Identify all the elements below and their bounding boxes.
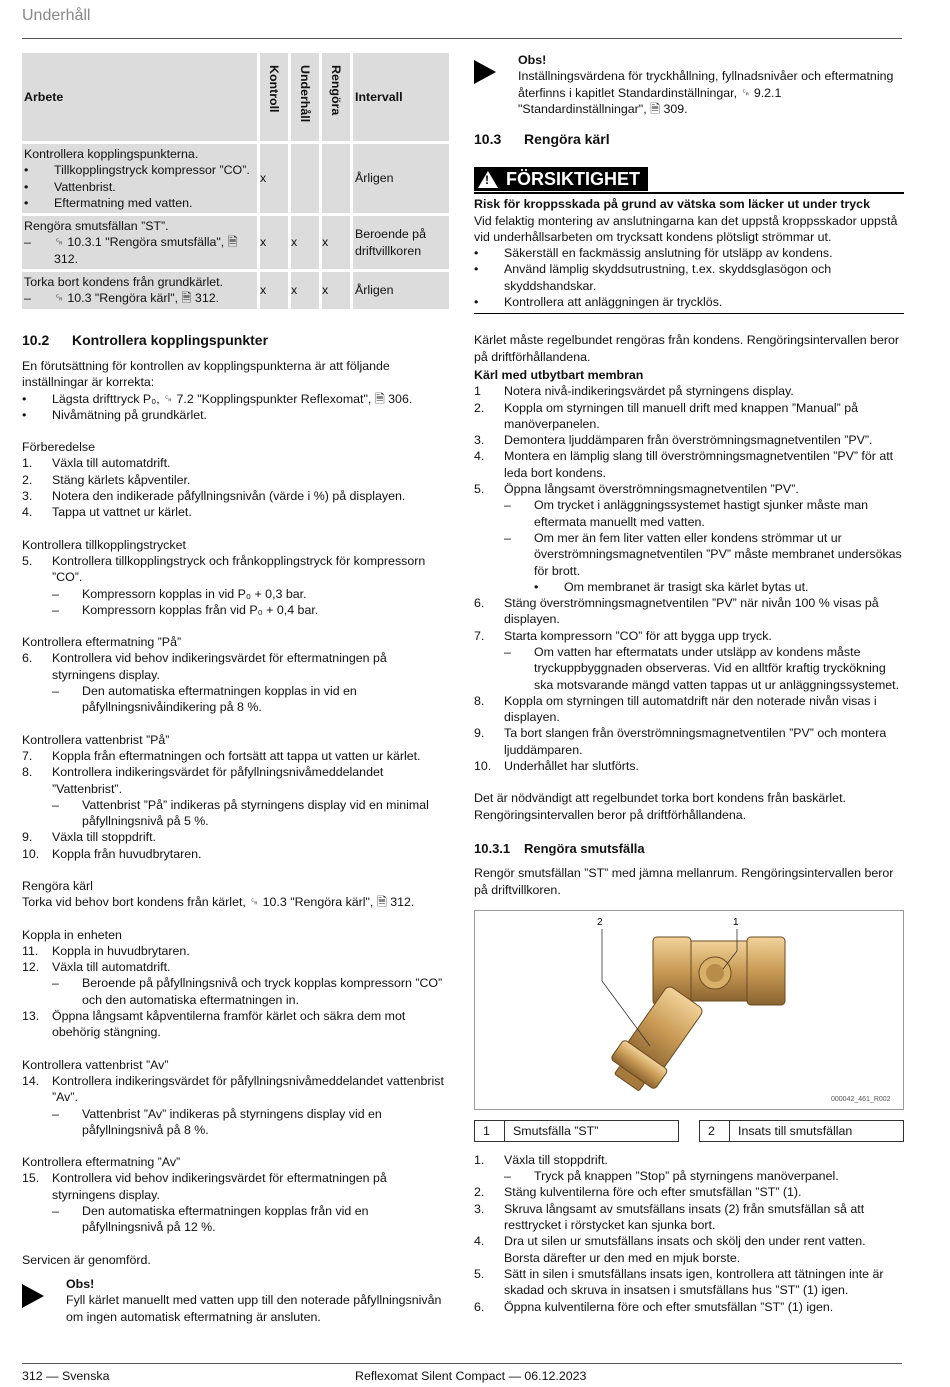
list-item: 6. Stäng överströmningsmagnetventilen ”PV” när nivån 100 % visas på displayen. <box>474 596 879 627</box>
list-item: – Om trycket i anläggningssystemet hastigt sjunker måste man eftermata manuellt med vatten. <box>504 498 868 529</box>
list-item: 4. Montera en lämplig slang till överströmningsmagnetventilen ”PV” för att leda bort kondens. <box>474 449 894 480</box>
list-item: 4. Dra ut silen ur smutsfällans insats och skölj den under rent vatten. Borsta därefter ur den med en mjuk borste. <box>474 1234 866 1265</box>
list-item: 9. Växla till stoppdrift. <box>22 830 156 845</box>
document-title: Reflexomat Silent Compact — 06.12.2023 <box>355 1369 587 1383</box>
page-number: 312 — Svenska <box>22 1369 110 1383</box>
list-item: • Nivåmätning på grundkärlet. <box>22 407 207 422</box>
list-item: 5. Öppna långsamt överströmningsmagnetventilen ”PV”. <box>474 482 799 497</box>
note-text: Fyll kärlet manuellt med vatten upp till den noterade påfyllningsnivån om ingen automatisk eftermatning är ansluten. <box>66 1293 442 1324</box>
table-row <box>22 216 449 269</box>
fig-code: 000042_461_R002 <box>831 1095 891 1103</box>
list-item: 15. Kontrollera vid behov indikeringsvärdet för eftermatningen på styrningens display. <box>22 1171 387 1202</box>
interval-cell: Årligen <box>353 144 449 213</box>
table-header-row <box>22 53 449 141</box>
list-item: 5. Kontrollera tillkopplingstryck och frånkopplingstryck för kompressorn ”CO”. <box>22 553 426 585</box>
list-item: 4. Tappa ut vattnet ur kärlet. <box>22 505 192 520</box>
list-item: 7. Koppla från eftermatningen och fortsätt att tappa ut vatten ur kärlet. <box>22 748 421 763</box>
list-item: 12. Växla till automatdrift. <box>22 960 171 975</box>
list-item: • Kontrollera att anläggningen är trycklös. <box>474 295 723 310</box>
left-column <box>22 50 452 1325</box>
strainer-illustration <box>475 911 903 1109</box>
paragraph: En förutsättning för kontrollen av kopplingspunkterna är att följande inställningar är korrekta: <box>22 358 390 390</box>
col-header-clean: Rengöra <box>322 53 350 141</box>
maintenance-table <box>19 50 452 312</box>
note-box <box>474 52 904 117</box>
work-cell: Kontrollera kopplingspunkterna. • Tillkopplingstryck kompressor ”CO”. • Vattenbrist. • Eftermatning med vatten. <box>22 144 257 213</box>
list-item: 14. Kontrollera indikeringsvärdet för påfyllningsnivåmeddelandet vattenbrist ”Av”. <box>22 1073 444 1105</box>
list-item: • Om membranet är trasigt ska kärlet bytas ut. <box>534 579 809 594</box>
clean-cell <box>322 144 350 213</box>
strainer-figure <box>474 910 904 1110</box>
clean-cell: x <box>322 216 350 269</box>
list-item: 3. Demontera ljuddämparen från överströmningsmagnetventilen ”PV”. <box>474 433 873 448</box>
check-cell: x <box>260 272 288 309</box>
running-header: Underhåll <box>22 7 91 24</box>
list-item: – Om mer än fem liter vatten eller kondens strömmar ut ur överströmningsmagnetventilen ”PV” måste membranet undersökas för brott. <box>504 530 902 578</box>
caution-heading: Risk för kroppsskada på grund av vätska som läcker ut under tryck <box>474 197 870 212</box>
list-item: 2. Stäng kulventilerna före och efter smutsfällan ”ST” (1). <box>474 1185 802 1200</box>
paragraph: Det är nödvändigt att regelbundet torka bort kondens från baskärlet. Rengöringsintervallen beror på driftförhållandena. <box>474 791 846 822</box>
list-item: 6. Kontrollera vid behov indikeringsvärdet för eftermatningen på styrningens display. <box>22 651 387 682</box>
subheading: Rengöra kärl <box>22 878 93 893</box>
paragraph: Torka vid behov bort kondens från kärlet, ␍ 10.3 "Rengöra kärl", 🗎 312. <box>22 895 415 910</box>
maint-cell: x <box>291 216 319 269</box>
subheading: Kontrollera vattenbrist ”Av” <box>22 1057 169 1072</box>
list-item: 3. Skruva långsamt av smutsfällans insats (2) från smutsfällan så att resttrycket i rörstycket kan sjunka bort. <box>474 1201 865 1233</box>
caution-badge: ! FÖRSIKTIGHET <box>474 167 648 191</box>
note-box <box>22 1276 452 1325</box>
subheading: Kontrollera vattenbrist ”På” <box>22 732 170 747</box>
subheading: Koppla in enheten <box>22 927 122 942</box>
note-arrow-icon <box>474 52 518 117</box>
paragraph: Rengör smutsfällan ”ST” med jämna mellanrum. Rengöringsintervallen beror på driftvillkoren. <box>474 866 894 897</box>
right-nut <box>747 937 785 1005</box>
list-item: 1 Notera nivå-indikeringsvärdet på styrningens display. <box>474 384 794 399</box>
note-arrow-icon <box>22 1276 66 1325</box>
list-item: – Kompressorn kopplas från vid P₀ + 0,4 bar. <box>52 602 319 617</box>
subheading: Förberedelse <box>22 440 96 455</box>
list-item: 1. Växla till stoppdrift. <box>474 1152 608 1167</box>
list-item: – Kompressorn kopplas in vid P₀ + 0,3 bar. <box>52 586 307 601</box>
list-item: – Beroende på påfyllningsnivå och tryck kopplas kompressorn ”CO” och den automatiska eftermatningen in. <box>52 976 443 1007</box>
list-item: 5. Sätt in silen i smutsfällans insats igen, kontrollera att tätningen inte är skadad och skruva in insatsen i smutsfällans hus ”ST” (1) igen. <box>474 1266 884 1298</box>
list-item: 2. Koppla om styrningen till manuell drift med knappen ”Manual” på manöverpanelen. <box>474 400 859 431</box>
fig-label-2: 2 <box>597 916 603 928</box>
subheading: Kontrollera tillkopplingstrycket <box>22 537 186 552</box>
list-item: 2. Stäng kärlets kåpventiler. <box>22 472 191 487</box>
check-cell: x <box>260 144 288 213</box>
col-header-check: Kontroll <box>260 53 288 141</box>
paragraph: Servicen är genomförd. <box>22 1252 151 1267</box>
list-item: 10. Underhållet har slutförts. <box>474 759 639 774</box>
list-item: 8. Kontrollera indikeringsvärdet för påfyllningsnivåmeddelandet ”Vattenbrist”. <box>22 765 384 796</box>
note-heading: Obs! <box>66 1276 95 1291</box>
list-item: – Tryck på knappen ”Stop” på styrningens manöverpanel. <box>504 1169 839 1184</box>
work-cell: Rengöra smutsfällan ”ST”. – ␍ 10.3.1 "Rengöra smutsfälla", 🗎 312. <box>22 216 257 269</box>
note-heading: Obs! <box>518 53 547 67</box>
list-item: • Använd lämplig skyddsutrustning, t.ex. skyddsglasögon och skyddshandskar. <box>474 262 832 293</box>
subheading: Kontrollera eftermatning ”Av” <box>22 1155 181 1170</box>
list-item: – Den automatiska eftermatningen kopplas in vid en påfyllningsnivåindikering på 8 %. <box>52 684 357 715</box>
list-item: 6. Öppna kulventilerna före och efter smutsfällan ”ST” (1) igen. <box>474 1299 834 1314</box>
footer-rule <box>22 1363 902 1364</box>
paragraph: Kärlet måste regelbundet rengöras från kondens. Rengöringsintervallen beror på driftförhållandena. <box>474 333 899 364</box>
clean-cell: x <box>322 272 350 309</box>
list-item: – Vattenbrist ”Av” indikeras på styrningens display vid en påfyllningsnivå på 8 %. <box>52 1106 382 1137</box>
list-item: 7. Starta kompressorn ”CO” för att bygga upp tryck. <box>474 628 772 643</box>
note-text: Inställningsvärdena för tryckhållning, fyllnadsnivåer och eftermatning återfinns i kapitlet Standardinställningar, ␍ 9.2.1 "Standardinställningar", 🗎 309. <box>518 69 894 116</box>
table-row <box>22 144 449 213</box>
list-item: – Den automatiska eftermatningen kopplas från vid en påfyllningsnivå på 12 %. <box>52 1204 369 1235</box>
right-column <box>474 50 904 1315</box>
list-item: – Om vatten har eftermatats under utsläpp av kondens måste tryckuppbyggnaden observeras. Vid en alltför kraftig tryckökning ska motsvarande mängd vatten tappas ut ur anläggningssystemet. <box>504 645 900 692</box>
fig-label-1: 1 <box>733 916 739 928</box>
maint-cell <box>291 144 319 213</box>
figure-legend <box>474 1120 904 1142</box>
subheading: Kärl med utbytbart membran <box>474 367 644 382</box>
list-item: 9. Ta bort slangen från överströmningsmagnetventilen ”PV” och montera ljuddämparen. <box>474 726 887 757</box>
list-item: 10. Koppla från huvudbrytaren. <box>22 846 202 861</box>
legend-item: 2 Insats till smutsfällan <box>699 1120 904 1142</box>
col-header-interval: Intervall <box>353 53 449 141</box>
legend-item: 1 Smutsfälla ”ST” <box>474 1120 679 1142</box>
header-rule <box>22 38 902 39</box>
interval-cell: Årligen <box>353 272 449 309</box>
work-cell: Torka bort kondens från grundkärlet. – ␍ 10.3 "Rengöra kärl", 🗎 312. <box>22 272 257 309</box>
section-heading: 10.2 Kontrollera kopplingspunkter <box>22 331 269 348</box>
list-item: – Vattenbrist ”På” indikeras på styrningens display vid en minimal påfyllningsnivå på 5 %. <box>52 797 429 829</box>
interval-cell: Beroende på driftvillkoren <box>353 216 449 269</box>
subheading: Kontrollera eftermatning ”På” <box>22 635 182 650</box>
list-item: 1. Växla till automatdrift. <box>22 456 171 471</box>
caution-text: Vid felaktig montering av anslutningarna kan det uppstå kroppsskador uppstå vid underhållsarbeten om trycksatt kondens plötsligt strömmar ut. <box>474 213 898 244</box>
list-item: • Lägsta drifttryck P₀, ␍ 7.2 "Kopplingspunkter Reflexomat", 🗎 306. <box>22 391 413 406</box>
list-item: 11. Koppla in huvudbrytaren. <box>22 943 190 958</box>
section-heading: 10.3 Rengöra kärl <box>474 131 610 148</box>
list-item: • Säkerställ en fackmässig anslutning för utsläpp av kondens. <box>474 246 833 261</box>
col-header-maint: Underhåll <box>291 53 319 141</box>
list-item: 13. Öppna långsamt kåpventilerna framför kärlet och säkra dem mot obehörig stängning. <box>22 1009 406 1040</box>
table-row <box>22 272 449 309</box>
check-cell: x <box>260 216 288 269</box>
warning-triangle-icon: ! <box>478 171 498 188</box>
list-item: 8. Koppla om styrningen till automatdrift när den noterade nivån visas i displayen. <box>474 693 877 725</box>
maint-cell: x <box>291 272 319 309</box>
col-header-work: Arbete <box>22 53 257 141</box>
list-item: 3. Notera den indikerade påfyllningsnivån (värde i %) på displayen. <box>22 489 406 504</box>
subsection-heading: 10.3.1 Rengöra smutsfälla <box>474 840 645 856</box>
caution-rule <box>474 192 904 194</box>
